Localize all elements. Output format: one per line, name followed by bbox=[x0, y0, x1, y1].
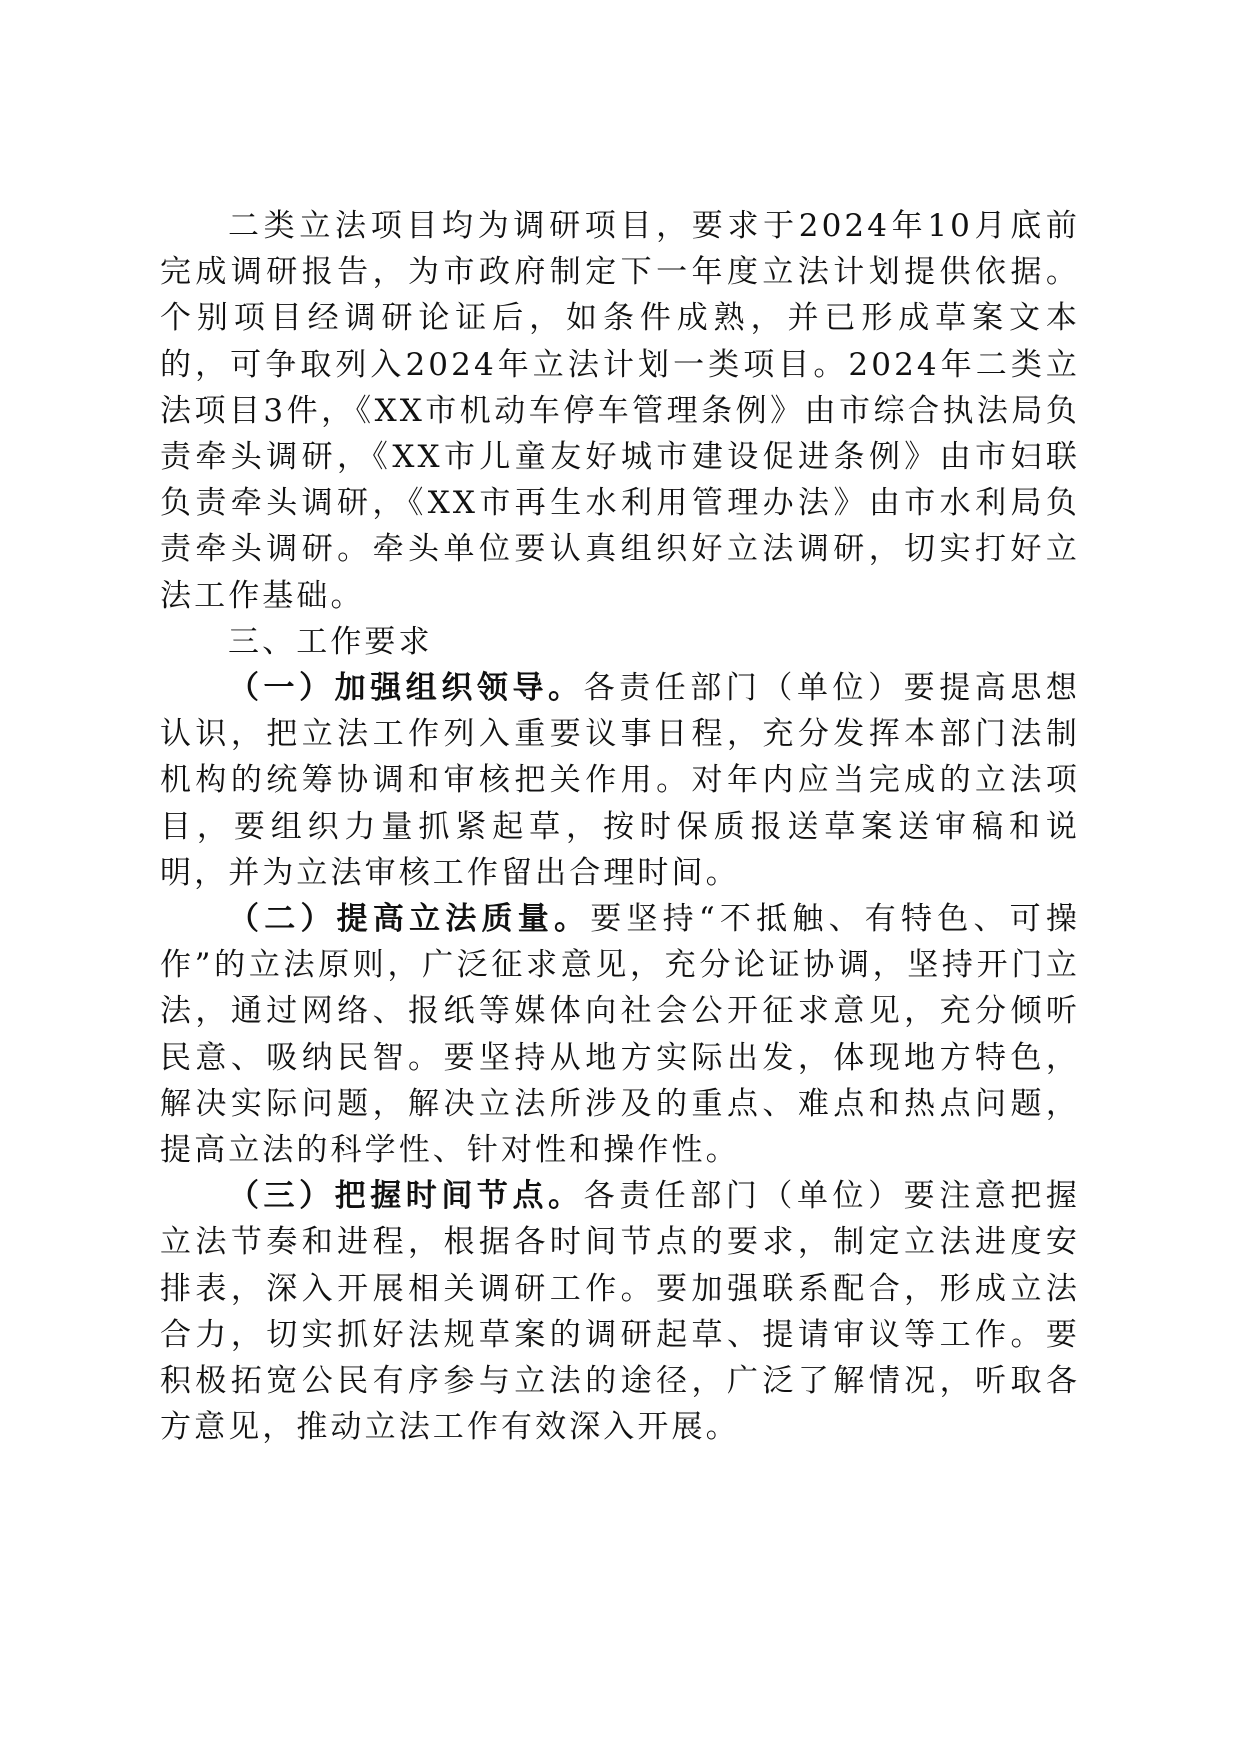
document-page bbox=[160, 203, 1080, 1450]
requirement-item-body: 各责任部门（单位）要注意把握立法节奏和进程，根据各时间节点的要求，制定立法进度安排表，深入开展相关调研工作。要加强联系配合，形成立法合力，切实抓好法规草案的调研起草、提请审议等工作。要积极拓宽公民有序参与立法的途径，广泛了解情况，听取各方意见，推动立法工作有效深入开展。 bbox=[160, 1178, 1080, 1446]
requirement-item-lead: （一）加强组织领导。 bbox=[228, 670, 584, 707]
requirement-item-timeline bbox=[160, 1173, 1080, 1450]
requirement-item-lead: （二）提高立法质量。 bbox=[228, 901, 591, 938]
requirement-item-lead: （三）把握时间节点。 bbox=[228, 1178, 584, 1215]
requirement-item-body: 要坚持“不抵触、有特色、可操作”的立法原则，广泛征求意见，充分论证协调，坚持开门立法，通过网络、报纸等媒体向社会公开征求意见，充分倾听民意、吸纳民智。要坚持从地方实际出发，体现地方特色，解决实际问题，解决立法所涉及的重点、难点和热点问题，提高立法的科学性、针对性和操作性。 bbox=[160, 901, 1081, 1169]
paragraph-second-class-projects: 二类立法项目均为调研项目，要求于2024年10月底前完成调研报告，为市政府制定下一年度立法计划提供依据。个别项目经调研论证后，如条件成熟，并已形成草案文本的，可争取列入2024年立法计划一类项目。2024年二类立法项目3件，《XX市机动车停车管理条例》由市综合执法局负责牵头调研，《XX市儿童友好城市建设促进条例》由市妇联负责牵头调研，《XX市再生水利用管理办法》由市水利局负责牵头调研。牵头单位要认真组织好立法调研，切实打好立法工作基础。 bbox=[160, 208, 1080, 614]
section-heading-work-requirements: 三、工作要求 bbox=[228, 623, 433, 660]
requirement-item-organization bbox=[160, 665, 1080, 896]
requirement-item-quality bbox=[160, 896, 1080, 1173]
requirement-item-body: 各责任部门（单位）要提高思想认识，把立法工作列入重要议事日程，充分发挥本部门法制机构的统筹协调和审核把关作用。对年内应当完成的立法项目，要组织力量抓紧起草，按时保质报送草案送审稿和说明，并为立法审核工作留出合理时间。 bbox=[160, 670, 1080, 891]
